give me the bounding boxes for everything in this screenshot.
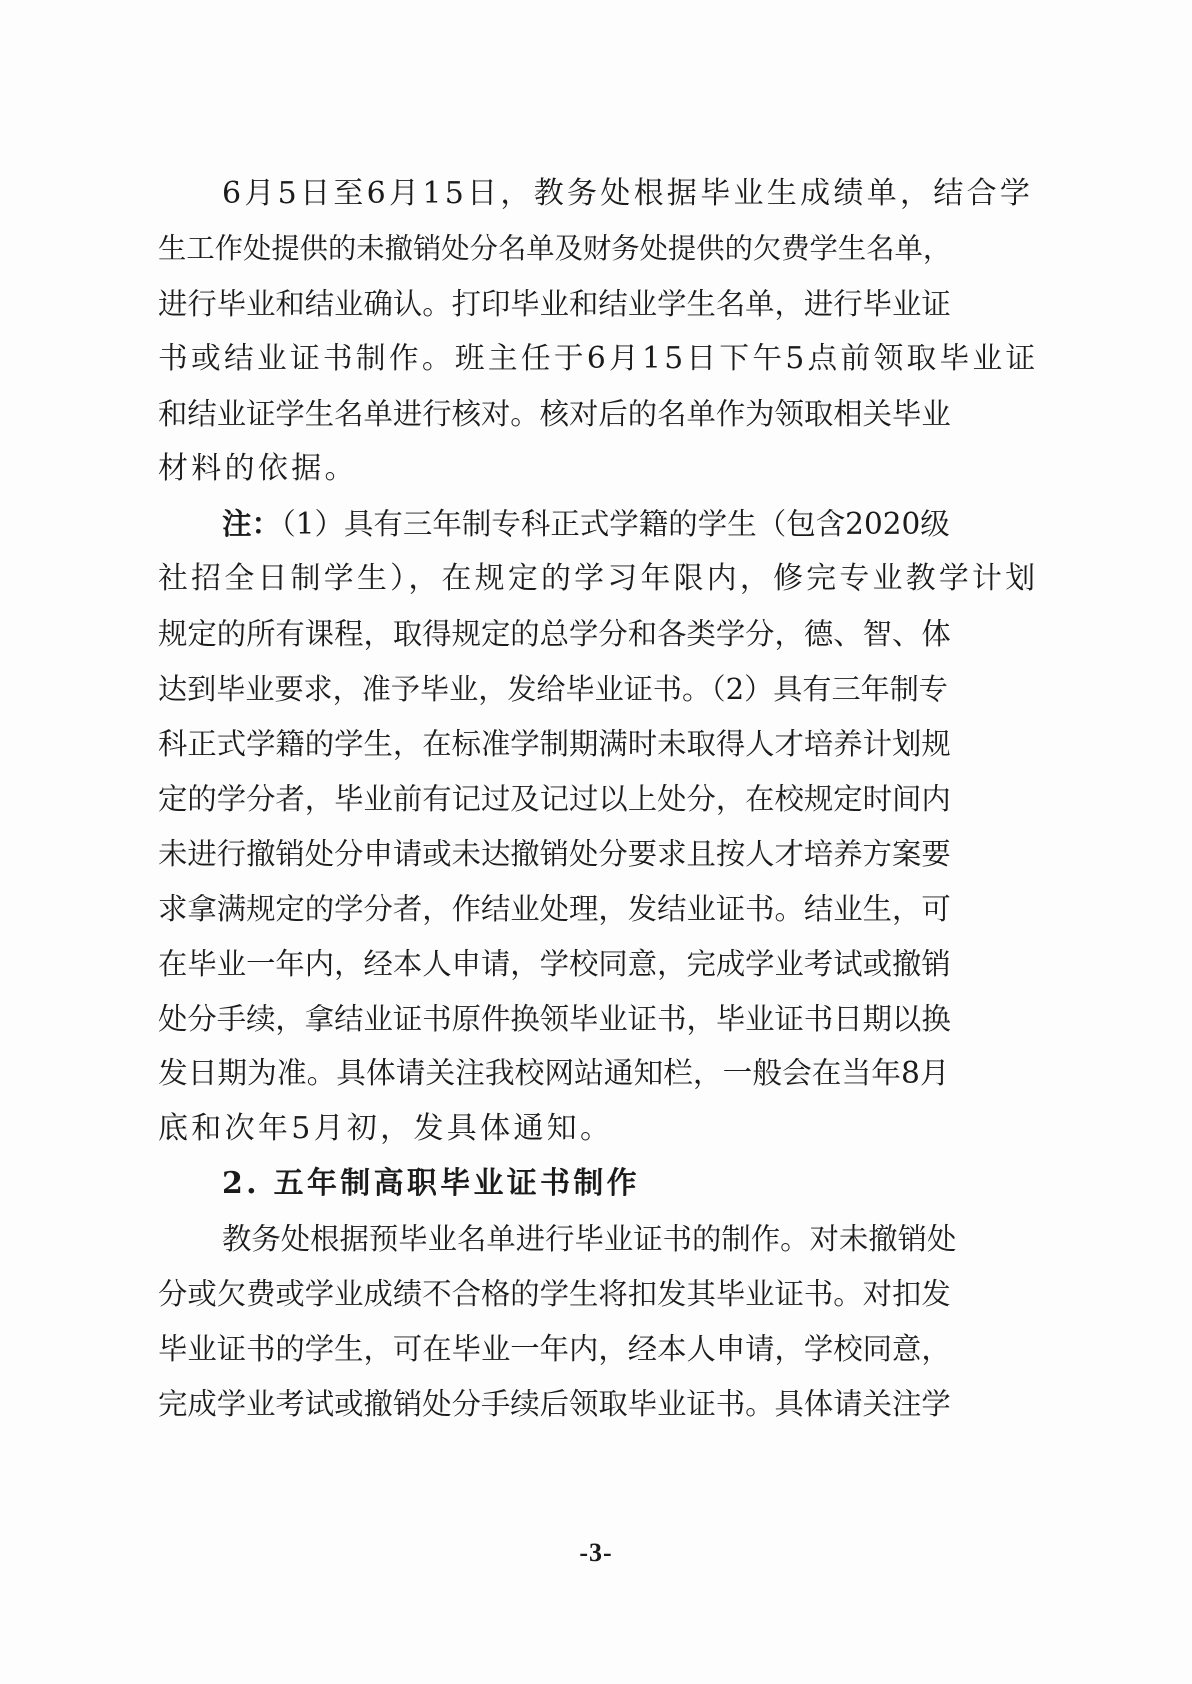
paragraph-line: 书或结业证书制作。班主任于6月15日下午5点前领取毕业证 [158, 341, 1039, 376]
paragraph-line: 生工作处提供的未撤销处分名单及财务处提供的欠费学生名单， [158, 232, 952, 265]
note-label: 注： [222, 506, 281, 541]
paragraph-line: 定的学分者，毕业前有记过及记过以上处分，在校规定时间内 [158, 782, 951, 816]
paragraph-line: 达到毕业要求，准予毕业，发给毕业证书。（2）具有三年制专 [158, 672, 948, 706]
paragraph-line: 毕业证书的学生，可在毕业一年内，经本人申请，学校同意， [158, 1332, 951, 1366]
paragraph-line: 未进行撤销处分申请或未达撤销处分要求且按人才培养方案要 [158, 837, 951, 871]
paragraph-line: 进行毕业和结业确认。打印毕业和结业学生名单，进行毕业证 [158, 287, 951, 321]
paragraph-line: 社招全日制学生），在规定的学习年限内，修完专业教学计划 [158, 561, 1039, 596]
paragraph-line: 完成学业考试或撤销处分手续后领取毕业证书。具体请关注学 [158, 1387, 951, 1421]
paragraph-line: 分或欠费或学业成绩不合格的学生将扣发其毕业证书。对扣发 [158, 1277, 951, 1311]
paragraph-line: 处分手续，拿结业证书原件换领毕业证书，毕业证书日期以换 [158, 1002, 951, 1036]
paragraph-line: 底和次年5月初，发具体通知。 [158, 1111, 614, 1146]
note-first-line [222, 502, 1038, 546]
paragraph-line: 6月5日至6月15日，教务处根据毕业生成绩单，结合学 [222, 176, 1034, 211]
paragraph-line: 发日期为准。具体请关注我校网站通知栏，一般会在当年8月 [158, 1056, 950, 1091]
paragraph-line: 在毕业一年内，经本人申请，学校同意，完成学业考试或撤销 [158, 947, 951, 981]
note-text: （1）具有三年制专科正式学籍的学生（包含2020级 [280, 507, 950, 541]
paragraph-line: 科正式学籍的学生，在标准学制期满时未取得人才培养计划规 [158, 727, 951, 761]
paragraph-line: 和结业证学生名单进行核对。核对后的名单作为领取相关毕业 [158, 397, 951, 431]
section-heading: 2. 五年制高职毕业证书制作 [222, 1166, 640, 1201]
page-number: -3- [579, 1538, 613, 1567]
paragraph-line: 教务处根据预毕业名单进行毕业证书的制作。对未撤销处 [222, 1222, 957, 1256]
paragraph-line: 规定的所有课程，取得规定的总学分和各类学分，德、智、体 [158, 617, 951, 651]
paragraph-line: 材料的依据。 [158, 451, 358, 486]
paragraph-line: 求拿满规定的学分者，作结业处理，发结业证书。结业生，可 [158, 892, 951, 926]
